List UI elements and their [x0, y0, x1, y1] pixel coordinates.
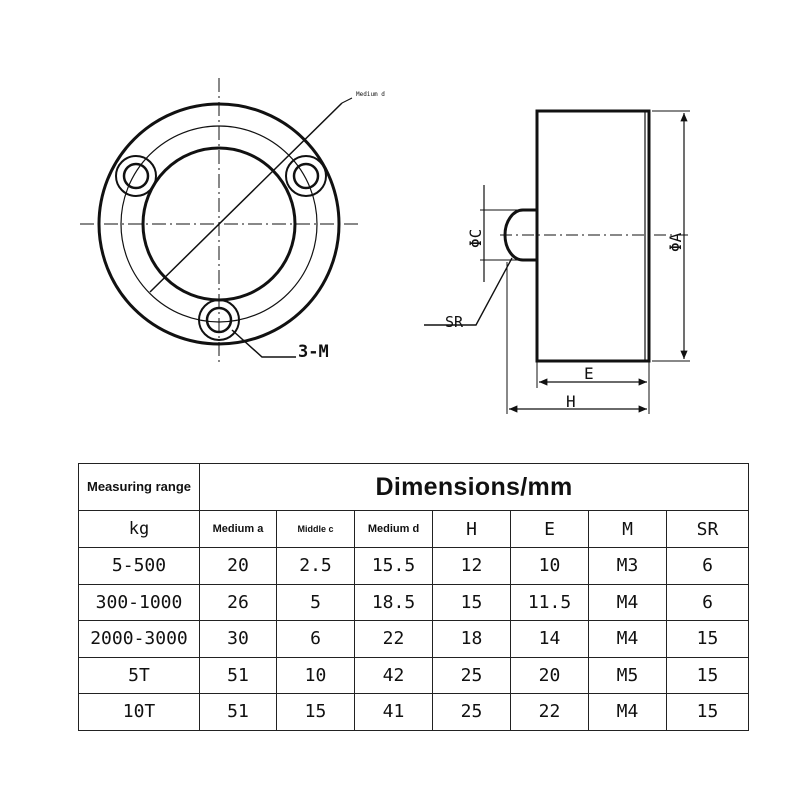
front-view	[80, 78, 362, 362]
table-cell: 2.5	[277, 548, 355, 585]
sr-leader	[424, 258, 512, 325]
dimensions-table	[78, 463, 749, 731]
side-view	[424, 111, 690, 414]
label-e: E	[584, 364, 594, 383]
label-3m: 3-M	[298, 342, 329, 362]
table-cell: 18.5	[355, 584, 433, 621]
table-title: Dimensions/mm	[200, 464, 749, 511]
table-cell: 6	[667, 548, 749, 585]
table-cell: 30	[200, 621, 277, 658]
table-cell: 51	[200, 657, 277, 694]
table-cell: M3	[589, 548, 667, 585]
label-sr: SR	[445, 313, 464, 331]
table-cell: 11.5	[511, 584, 589, 621]
table-row	[79, 694, 749, 731]
table-row	[79, 621, 749, 658]
range-cell: 2000-3000	[79, 621, 200, 658]
table-cell: 14	[511, 621, 589, 658]
table-cell: 41	[355, 694, 433, 731]
table-cell: 51	[200, 694, 277, 731]
diameter-leader-tail	[342, 98, 352, 103]
table-cell: M4	[589, 694, 667, 731]
table-cell: 15	[277, 694, 355, 731]
table-cell: 15	[667, 621, 749, 658]
leader-label-medium-d: Medium d	[356, 91, 385, 98]
column-header: H	[433, 511, 511, 548]
table-cell: 25	[433, 657, 511, 694]
column-header: Medium a	[200, 511, 277, 548]
table-cell: 15	[667, 657, 749, 694]
table-cell: M4	[589, 584, 667, 621]
table-cell: 42	[355, 657, 433, 694]
table-cell: 10	[511, 548, 589, 585]
table-row	[79, 548, 749, 585]
table-cell: 10	[277, 657, 355, 694]
label-phi-a: ΦA	[666, 232, 685, 252]
range-cell: 10T	[79, 694, 200, 731]
table-cell: 12	[433, 548, 511, 585]
unit-cell: kg	[79, 511, 200, 548]
table-cell: 5	[277, 584, 355, 621]
column-header: SR	[667, 511, 749, 548]
label-h: H	[566, 392, 576, 411]
table-cell: 15.5	[355, 548, 433, 585]
column-header: Medium d	[355, 511, 433, 548]
table-cell: 15	[667, 694, 749, 731]
range-cell: 5T	[79, 657, 200, 694]
column-header: Middle c	[277, 511, 355, 548]
table-cell: 20	[511, 657, 589, 694]
table-cell: 15	[433, 584, 511, 621]
column-header: M	[589, 511, 667, 548]
bolt-hole	[286, 156, 326, 196]
table-cell: 6	[667, 584, 749, 621]
table-cell: M4	[589, 621, 667, 658]
table-cell: 25	[433, 694, 511, 731]
table-cell: 26	[200, 584, 277, 621]
table-row	[79, 657, 749, 694]
bolt-hole	[116, 156, 156, 196]
table-cell: M5	[589, 657, 667, 694]
range-header: Measuring range	[79, 464, 200, 511]
table-cell: 20	[200, 548, 277, 585]
table-cell: 18	[433, 621, 511, 658]
table-row	[79, 584, 749, 621]
label-phi-c: ΦC	[466, 228, 485, 248]
range-cell: 300-1000	[79, 584, 200, 621]
table-cell: 6	[277, 621, 355, 658]
body-outline	[537, 111, 649, 361]
column-header: E	[511, 511, 589, 548]
range-cell: 5-500	[79, 548, 200, 585]
table-cell: 22	[511, 694, 589, 731]
table-cell: 22	[355, 621, 433, 658]
